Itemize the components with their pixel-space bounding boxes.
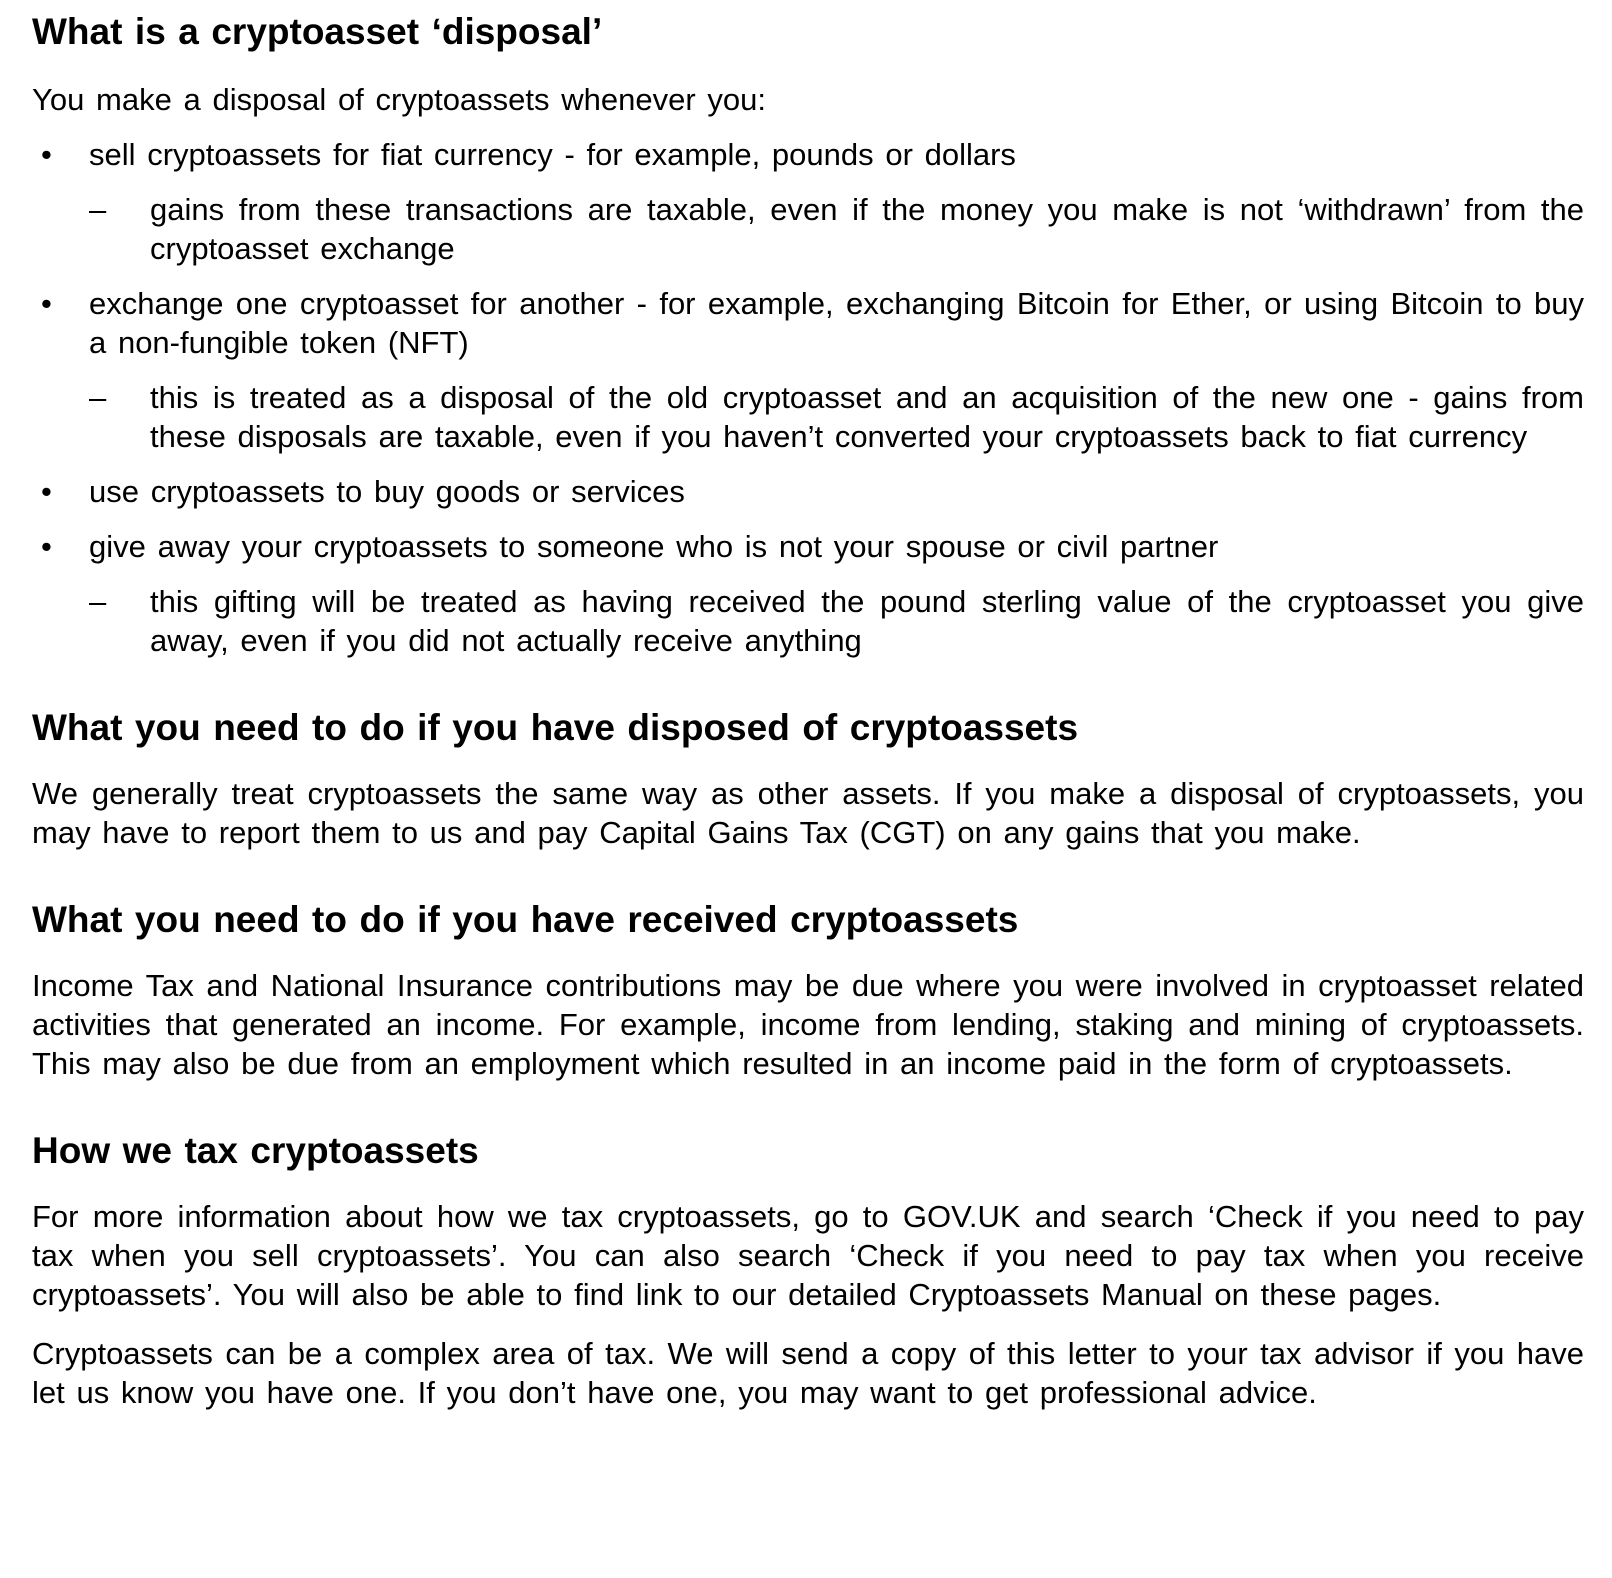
dash-icon: – — [89, 192, 107, 227]
intro-paragraph: You make a disposal of cryptoassets whenever you: — [32, 82, 766, 117]
paragraph-disposed: We generally treat cryptoassets the same way as other assets. If you make a disposal of cryptoassets, you may have to report them to us and pay Capital Gains Tax (CGT) on any gains that you make. — [32, 776, 1584, 850]
heading-disposed-of-cryptoassets: What you need to do if you have disposed of cryptoassets — [32, 707, 1079, 748]
sub-item-gains-taxable — [32, 190, 1584, 268]
sub-bullet-text: gains from these transactions are taxable, even if the money you make is not ‘withdrawn’ from the cryptoasset exchange — [150, 192, 1584, 266]
bullet-item-exchange-cryptoasset — [32, 284, 1584, 362]
dash-icon: – — [89, 380, 107, 415]
sub-item-disposal-acquisition — [32, 378, 1584, 456]
bullet-text: exchange one cryptoasset for another - for example, exchanging Bitcoin for Ether, or using Bitcoin to buy a non-fungible token (NFT) — [89, 286, 1584, 360]
heading-what-is-a-cryptoasset-disposal: What is a cryptoasset ‘disposal’ — [32, 11, 603, 52]
bullet-item-use-cryptoassets — [32, 472, 1584, 511]
bullet-item-give-away — [32, 527, 1584, 566]
paragraph-received: Income Tax and National Insurance contributions may be due where you were involved in cryptoasset related activities that generated an income. For example, income from lending, staking and mining of cryptoassets. This may also be due from an employment which resulted in an income paid in the form of cryptoassets. — [32, 968, 1584, 1081]
heading-how-we-tax: How we tax cryptoassets — [32, 1130, 479, 1171]
bullet-text: sell cryptoassets for fiat currency - for example, pounds or dollars — [89, 137, 1016, 172]
bullet-item-sell-cryptoassets — [32, 135, 1584, 174]
sub-item-gifting — [32, 582, 1584, 660]
bullet-icon: • — [41, 474, 52, 509]
dash-icon: – — [89, 584, 107, 619]
paragraph-more-information: For more information about how we tax cryptoassets, go to GOV.UK and search ‘Check if you need to pay tax when you sell cryptoassets’. You can also search ‘Check if you need to pay tax when you receive cryptoassets’. You will also be able to find link to our detailed Cryptoassets Manual on these pages. — [32, 1199, 1584, 1312]
bullet-icon: • — [41, 529, 52, 564]
bullet-icon: • — [41, 286, 52, 321]
bullet-icon: • — [41, 137, 52, 172]
paragraph-complex-area: Cryptoassets can be a complex area of tax. We will send a copy of this letter to your tax advisor if you have let us know you have one. If you don’t have one, you may want to get professional advice. — [32, 1336, 1584, 1410]
heading-received-cryptoassets: What you need to do if you have received cryptoassets — [32, 899, 1019, 940]
bullet-text: use cryptoassets to buy goods or services — [89, 474, 685, 509]
bullet-text: give away your cryptoassets to someone who is not your spouse or civil partner — [89, 529, 1219, 564]
sub-bullet-text: this gifting will be treated as having received the pound sterling value of the cryptoasset you give away, even if you did not actually receive anything — [150, 584, 1584, 658]
sub-bullet-text: this is treated as a disposal of the old cryptoasset and an acquisition of the new one - gains from these disposals are taxable, even if you haven’t converted your cryptoassets back to fiat currency — [150, 380, 1584, 454]
